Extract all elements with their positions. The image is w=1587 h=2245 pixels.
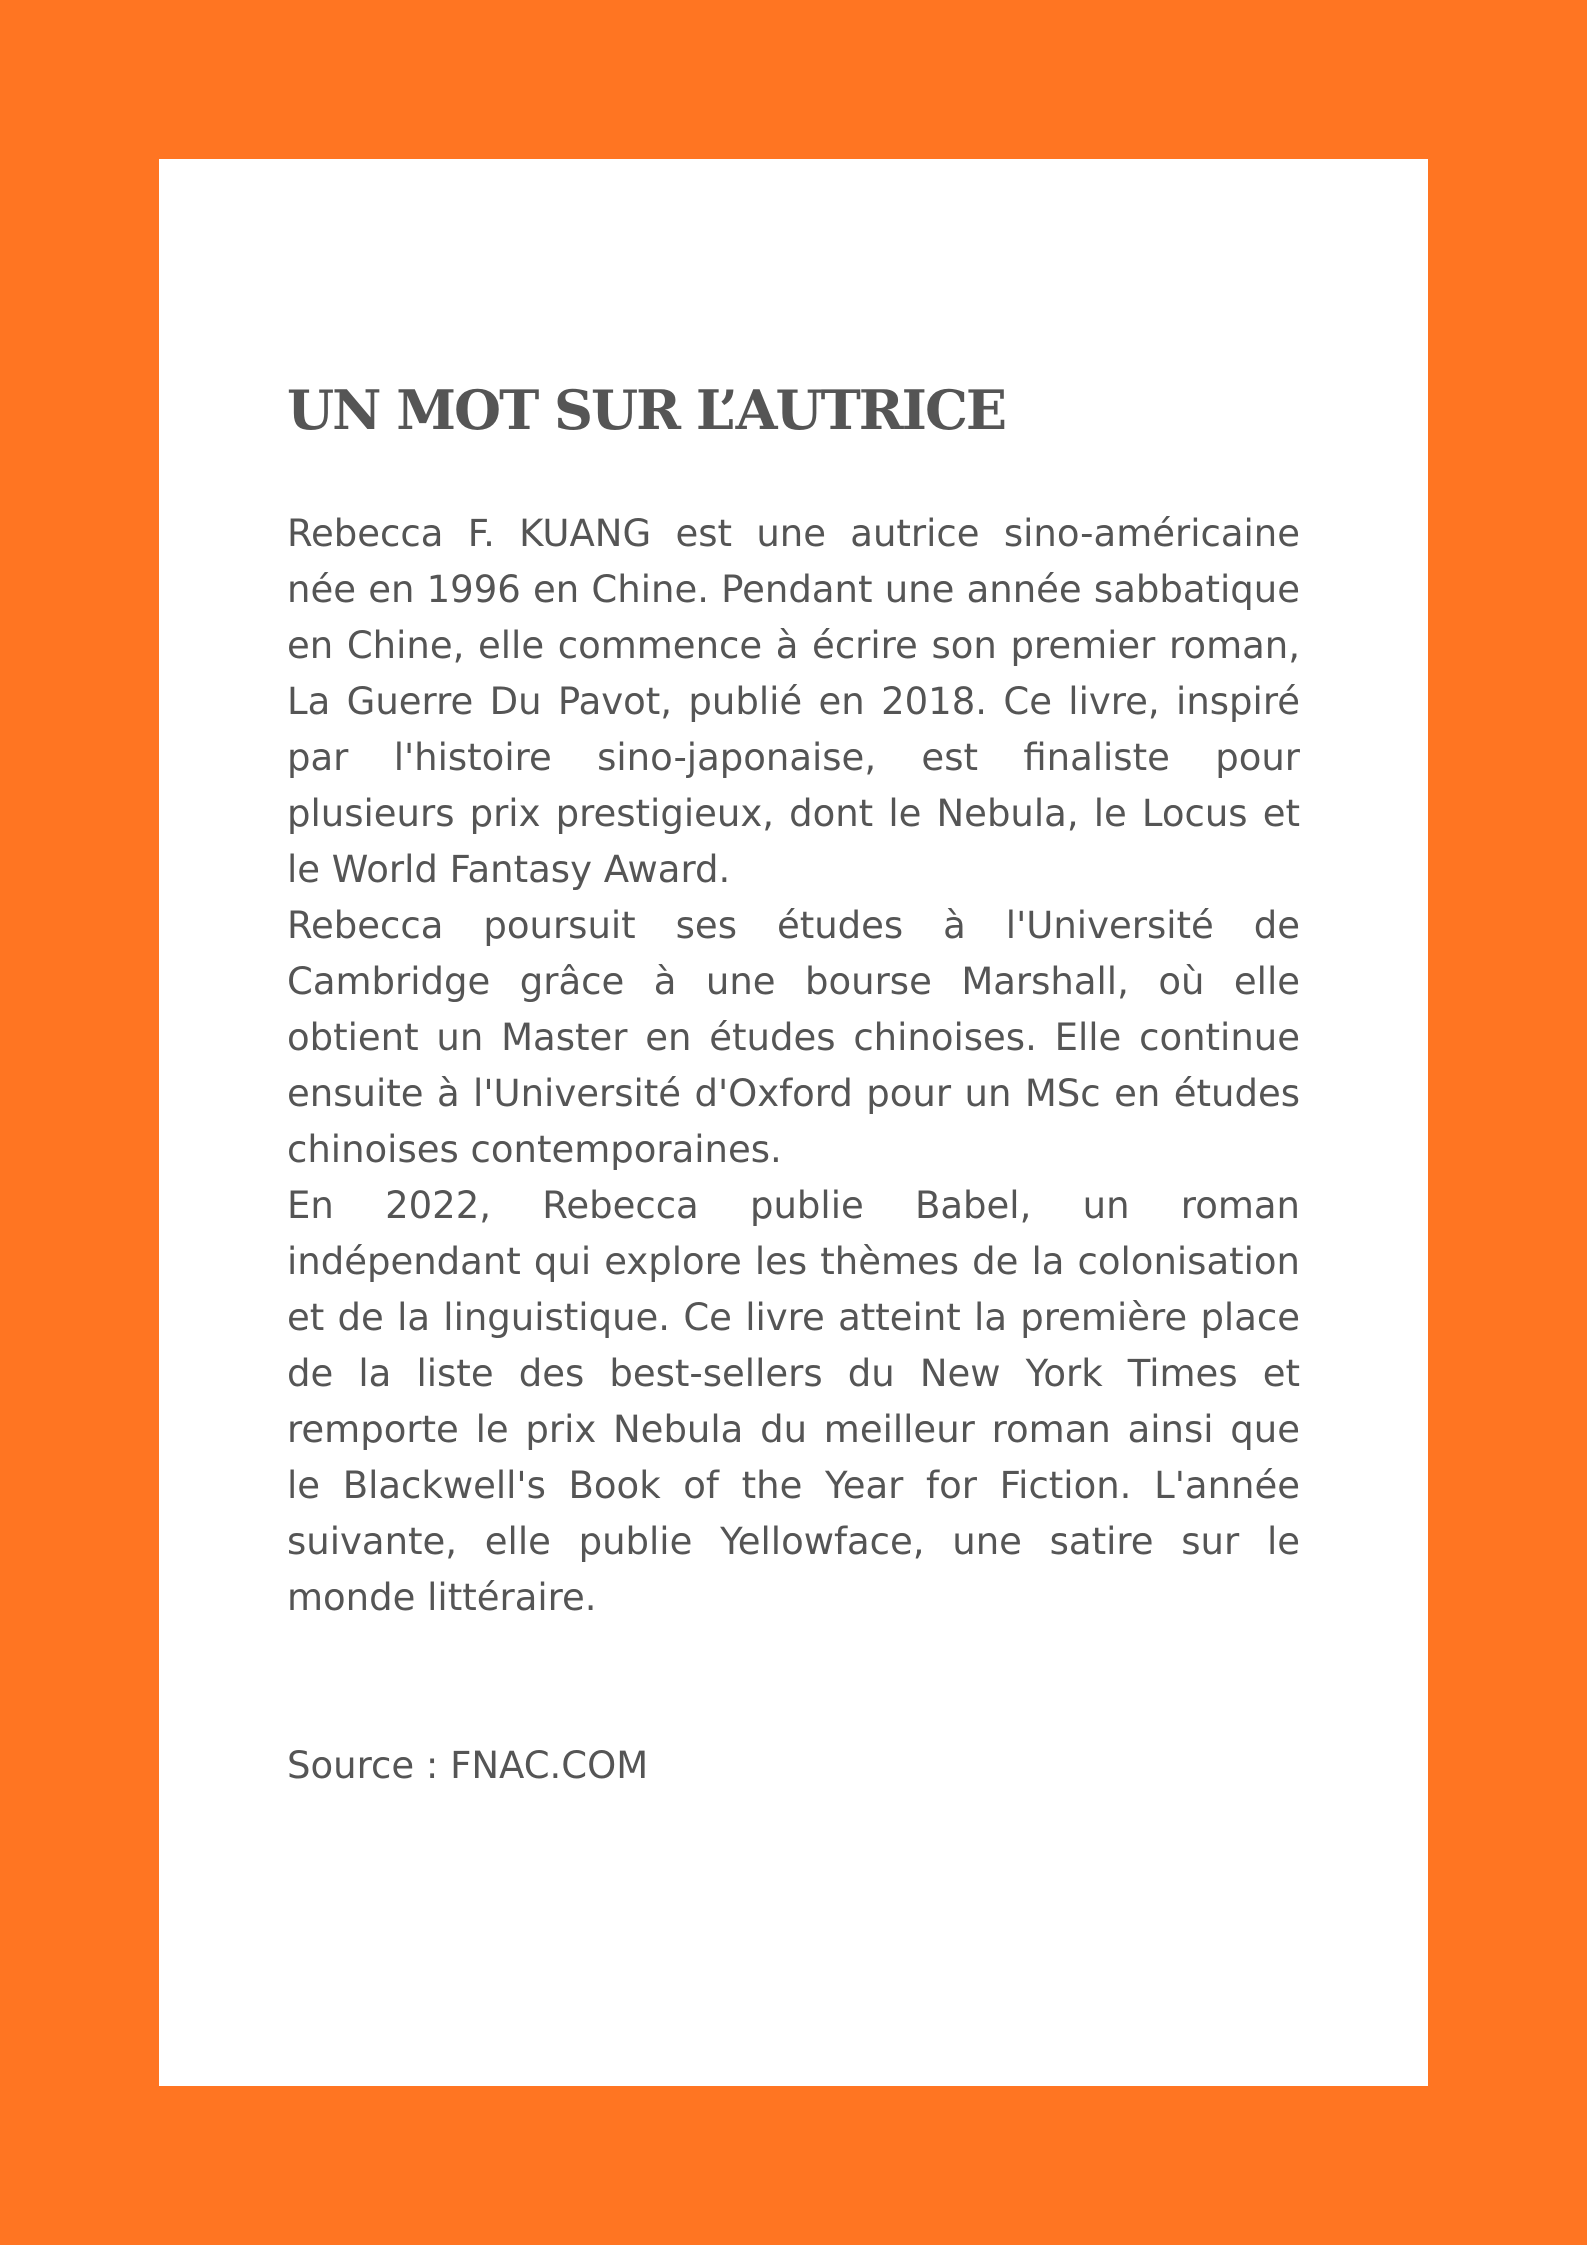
source-citation: Source : FNAC.COM xyxy=(287,1744,649,1788)
content-card xyxy=(159,159,1428,2086)
biography-text xyxy=(287,506,1300,1626)
biography-paragraph: Rebecca poursuit ses études à l'Université de Cambridge grâce à une bourse Marshall, où elle obtient un Master en études chinoises. Elle continue ensuite à l'Université d'Oxford pour un MSc en études chinoises contemporaines. xyxy=(287,904,1300,1172)
biography-paragraph: En 2022, Rebecca publie Babel, un roman indépendant qui explore les thèmes de la colonisation et de la linguistique. Ce livre atteint la première place de la liste des best-sellers du New York Times et remporte le prix Nebula du meilleur roman ainsi que le Blackwell's Book of the Year for Fiction. L'année suivante, elle publie Yellowface, une satire sur le monde littéraire. xyxy=(287,1184,1300,1620)
content-area xyxy=(287,378,1300,1794)
biography-paragraph: Rebecca F. KUANG est une autrice sino-américaine née en 1996 en Chine. Pendant une année sabbatique en Chine, elle commence à écrire son premier roman, La Guerre Du Pavot, publié en 2018. Ce livre, inspiré par l'histoire sino-japonaise, est finaliste pour plusieurs prix prestigieux, dont le Nebula, le Locus et le World Fantasy Award. xyxy=(287,512,1300,892)
page-title: UN MOT SUR L’AUTRICE xyxy=(287,378,1006,442)
